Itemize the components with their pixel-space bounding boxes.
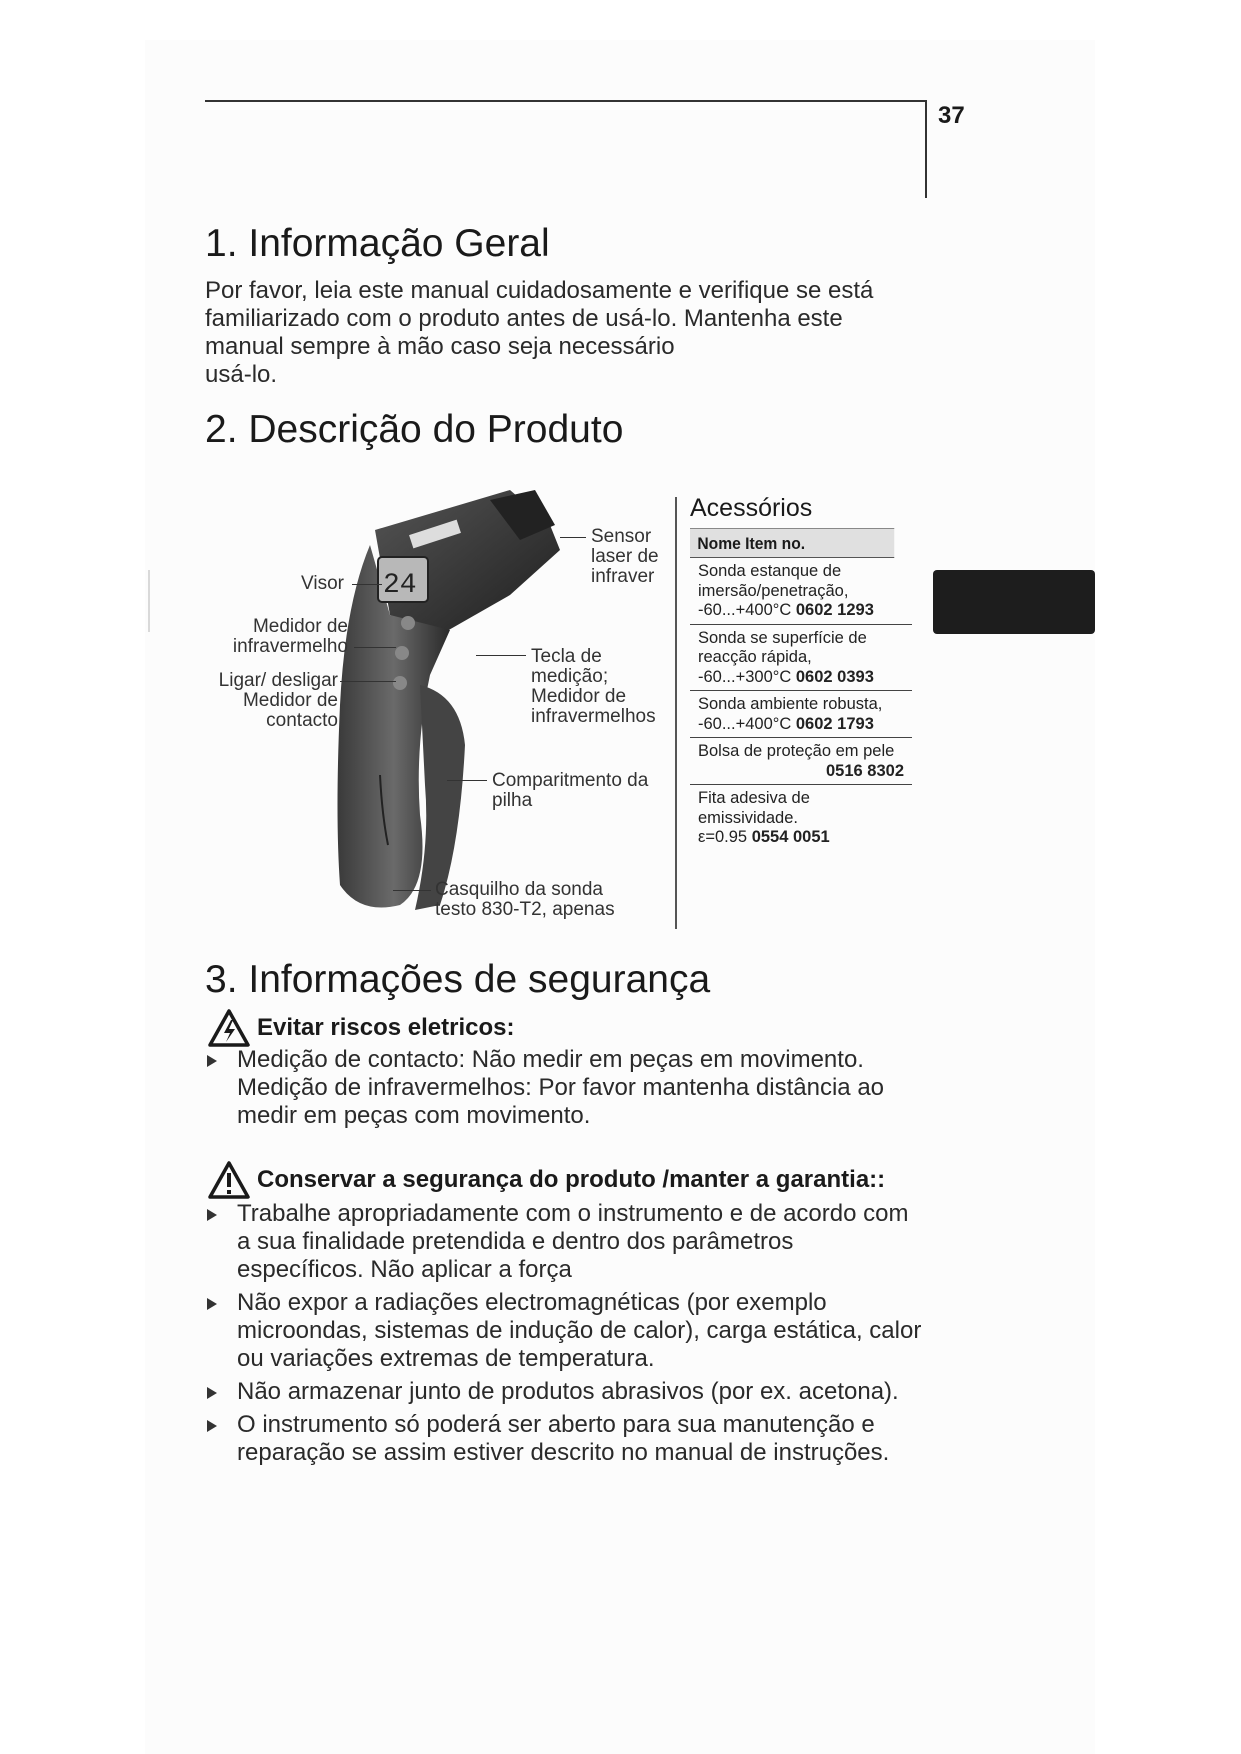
bullet-arrow-icon [207, 1298, 217, 1310]
leader-line [447, 780, 487, 781]
accessories-table [690, 528, 912, 851]
section3-title: 3. Informações de segurança [205, 958, 711, 1001]
list-item: Não armazenar junto de produtos abrasivos (por ex. acetona). [205, 1378, 925, 1406]
list-item: Não expor a radiações electromagnéticas (por exemplo microondas, sistemas de indução de calor), carga estática, calor ou variações extremas de temperatura. [205, 1289, 925, 1373]
accessory-row: Sonda estanque de imersão/penetração, -60...+400°C 0602 1293 [690, 558, 912, 625]
leader-line [352, 584, 382, 585]
electric-hazard-icon [207, 1008, 251, 1048]
label-battery: Comparitmento da pilha [492, 770, 649, 811]
item-code: 0602 1293 [795, 601, 874, 619]
section1-title: 1. Informação Geral [205, 222, 550, 265]
accessories-divider [675, 497, 677, 929]
label-power-contact: Ligar/ desligar Medidor de contacto [218, 670, 338, 731]
label-sensor: Sensor laser de infraver [591, 526, 659, 587]
item-code: 0602 1793 [795, 714, 874, 733]
margin-mark [148, 570, 150, 632]
section1-body-line: Por favor, leia este manual cuidadosamente e verifique se está [205, 277, 874, 304]
leader-line [354, 647, 396, 648]
label-visor: Visor [301, 573, 344, 594]
list-item: Medição de contacto: Não medir em peças em movimento. Medição de infravermelhos: Por favor mantenha distância ao medir em peças com movimento. [205, 1046, 925, 1130]
bullet-arrow-icon [207, 1420, 217, 1432]
header-rule [205, 100, 925, 102]
accessory-row: Fita adesiva de emissividade. ε=0.95 0554 0051 [698, 789, 830, 846]
accessory-row: Bolsa de proteção em pele 0516 8302 [690, 738, 912, 785]
header-vertical-rule [925, 100, 927, 198]
warning-triangle-icon [207, 1160, 251, 1200]
item-code: 0554 0051 [751, 828, 830, 846]
chapter-thumb-tab [933, 570, 1095, 634]
warning-electric-heading: Evitar riscos eletricos: [207, 1008, 514, 1048]
leader-line [560, 537, 586, 538]
label-ir-meter: Medidor de infravermelho [232, 616, 348, 657]
display-reading: 24 [383, 570, 417, 601]
bullet-arrow-icon [207, 1387, 217, 1399]
label-measure-key: Tecla de medição; Medidor de infravermelhos [531, 646, 656, 727]
accessory-row: Sonda se superfície de reacção rápida, -60...+300°C 0602 0393 [690, 625, 912, 692]
label-probe-socket: Casquilho da sonda testo 830-T2, apenas [435, 879, 615, 920]
list-item: Trabalhe apropriadamente com o instrumento e de acordo com a sua finalidade pretendida e dentro dos parâmetros específicos. Não aplicar a força [205, 1200, 925, 1284]
warning-product-heading: Conservar a segurança do produto /manter a garantia:: [207, 1160, 885, 1200]
section1-body-line: manual sempre à mão caso seja necessário [205, 333, 675, 360]
section1-body-line: familiarizado com o produto antes de usá-lo. Mantenha este [205, 305, 843, 332]
item-code: 0516 8302 [826, 761, 904, 780]
page-number: 37 [938, 102, 965, 129]
bullet-arrow-icon [207, 1209, 217, 1221]
section1-body-line: usá-lo. [205, 361, 278, 388]
accessories-header: Nome Item no. [690, 528, 894, 558]
leader-line [393, 890, 431, 891]
warning-electric-list [205, 1046, 925, 1135]
section1-body [205, 277, 905, 389]
section2-title: 2. Descrição do Produto [205, 408, 624, 451]
item-code: 0602 0393 [795, 667, 874, 686]
accessory-row: Sonda ambiente robusta, -60...+400°C 0602 1793 [690, 691, 912, 738]
leader-line [476, 655, 526, 656]
list-item: O instrumento só poderá ser aberto para sua manutenção e reparação se assim estiver descrito no manual de instruções. [205, 1411, 925, 1467]
accessories-title: Acessórios [690, 494, 813, 522]
bullet-arrow-icon [207, 1055, 217, 1067]
warning-product-list [205, 1200, 925, 1472]
leader-line [340, 681, 396, 682]
